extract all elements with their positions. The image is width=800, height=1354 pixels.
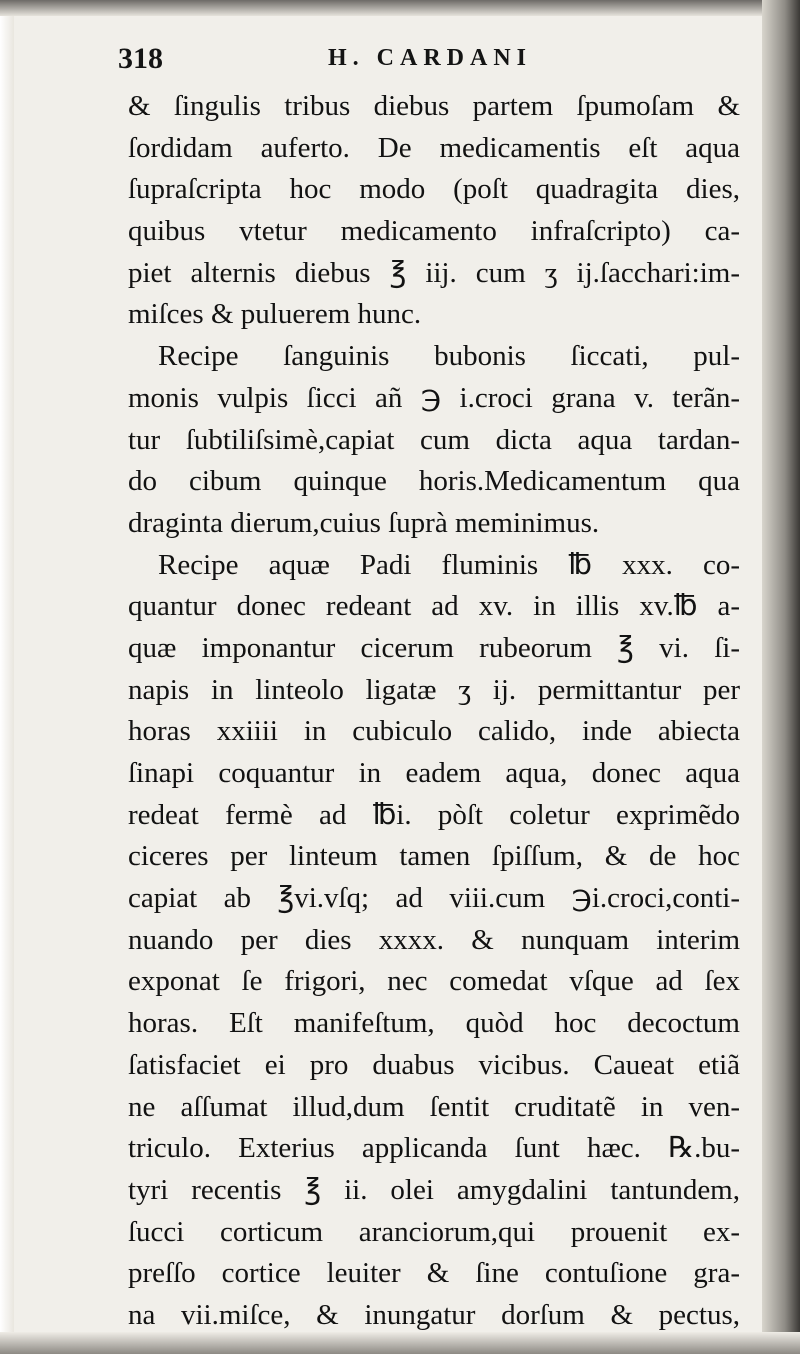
text-line: triculo. Exterius applicanda ſunt hæc. ℞.bu- bbox=[128, 1132, 740, 1165]
text-line: quantur donec redeant ad xv. in illis xv.℔ a- bbox=[128, 590, 740, 623]
text-line: tur ſubtiliſsimè,capiat cum dicta aqua tardan- bbox=[128, 423, 740, 456]
text-line: ſatisfaciet ei pro duabus vicibus. Caueat etiã bbox=[128, 1048, 740, 1081]
text-line: tyri recentis ℥ ii. olei amygdalini tantundem, bbox=[128, 1173, 740, 1206]
page-number: 318 bbox=[118, 42, 163, 75]
text-line: horas. Eſt manifeſtum, quòd hoc decoctum bbox=[128, 1007, 740, 1040]
text-line: ciceres per linteum tamen ſpiſſum, & de hoc bbox=[128, 840, 740, 873]
running-head: H. CARDANI bbox=[328, 45, 532, 71]
text-line: quibus vtetur medicamento infraſcripto) ca- bbox=[128, 215, 740, 248]
page-edge-right bbox=[762, 0, 800, 1354]
text-line: quæ imponantur cicerum rubeorum ℥ vi. ſi- bbox=[128, 631, 740, 664]
text-line: piet alternis diebus ℥ iij. cum ʒ ij.ſacchari:im- bbox=[128, 256, 740, 289]
page-header bbox=[118, 42, 738, 82]
page-edge-top bbox=[0, 0, 800, 16]
text-line: nuando per dies xxxx. & nunquam interim bbox=[128, 923, 740, 956]
body-text bbox=[128, 86, 740, 1337]
page-edge-left bbox=[0, 0, 14, 1354]
text-line: draginta dierum,cuius ſuprà meminimus. bbox=[128, 506, 600, 539]
text-line: monis vulpis ſicci añ ℈ i.croci grana v. terãn- bbox=[128, 381, 740, 414]
recipe-paragraph-start: Recipe ſanguinis bubonis ſiccati, pul- bbox=[158, 340, 740, 373]
text-line: preſſo cortice leuiter & ſine contuſione gra- bbox=[128, 1257, 740, 1290]
text-line: redeat fermè ad ℔i. pòſt coletur exprimẽdo bbox=[128, 798, 740, 831]
text-line: na vii.miſce, & inungatur dorſum & pectus, bbox=[128, 1298, 740, 1331]
text-line: ſordidam auferto. De medicamentis eſt aqua bbox=[128, 131, 740, 164]
text-line: ſupraſcripta hoc modo (poſt quadragita dies, bbox=[128, 173, 740, 206]
text-line: napis in linteolo ligatæ ʒ ij. permittantur per bbox=[128, 673, 740, 706]
recipe-paragraph-start: Recipe aquæ Padi fluminis ℔ xxx. co- bbox=[158, 548, 740, 581]
text-line: & ſingulis tribus diebus partem ſpumoſam & bbox=[128, 90, 740, 122]
text-line: miſces & puluerem hunc. bbox=[128, 298, 422, 331]
text-line: ſucci corticum aranciorum,qui prouenit ex- bbox=[128, 1215, 740, 1248]
text-line: exponat ſe frigori, nec comedat vſque ad ſex bbox=[128, 965, 740, 998]
text-line: ſinapi coquantur in eadem aqua, donec aqua bbox=[128, 757, 740, 789]
text-line: horas xxiiii in cubiculo calido, inde abiecta bbox=[128, 715, 740, 748]
text-line: ne aſſumat illud,dum ſentit cruditatẽ in ven- bbox=[128, 1090, 740, 1123]
text-line: do cibum quinque horis.Medicamentum qua bbox=[128, 465, 740, 498]
text-line: capiat ab ℥vi.vſq; ad viii.cum ℈i.croci,conti- bbox=[128, 882, 740, 915]
